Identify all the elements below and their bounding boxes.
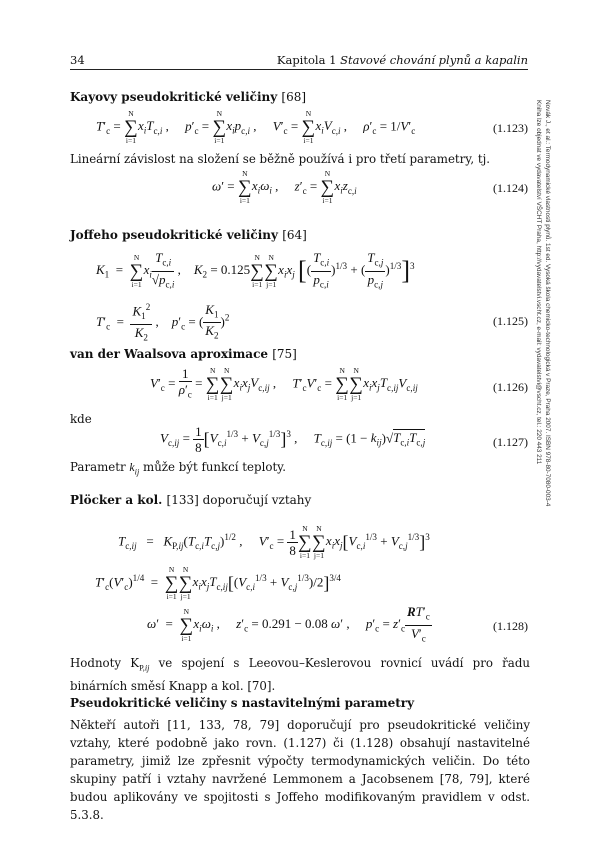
equation-1125-line1: $K_1$ = N ∑ i=1 $x_i$ $\frac{T_{c,i}}{√p_{c,i}}$ , $K_2 = 0.125$ N ∑ i=1 N ∑ j=1 $x_ix_j$ [( $\frac{T_{c,i}}{p_{c,i}}$ )$^{1/3}$ + ( $\frac{T_{c,j}}{p_{c,j}}$ )$^{1/3}$]$^3$ — [96, 250, 415, 290]
equation-1128-line2: $T'_c(V'_c)^{1/4}$ = N ∑ i=1 N ∑ j=1 $x_ix_jT_{c,ij}[(V_{c,i}^{1/3} + V_{c,j}^{1/3})/2]^{3/4}$ — [95, 565, 341, 601]
chapter-title: Stavové chování plynů a kapalin — [340, 53, 528, 67]
kij-note-post: může být funkcí teploty. — [143, 460, 287, 474]
header-rule — [70, 69, 528, 70]
equation-1128-line3: ω′ = N ∑ i=1 $x_i\omega_i$ , $z'_c = 0.291 - 0.08$ ω′ , $p'_c = z'_c$ $\frac{RT'_c}{V'_c}$ — [147, 604, 430, 644]
eq-number-1123: (1.123) — [493, 121, 528, 135]
section-vdw-ref: [75] — [272, 347, 297, 361]
section-plocker-title: Plöcker a kol. — [70, 493, 163, 507]
section-plocker-rest: [133] doporučují vztahy — [166, 493, 312, 507]
eq-number-1124: (1.124) — [493, 181, 528, 195]
section-kay-title: Kayovy pseudokritické veličiny — [70, 90, 278, 104]
section-kay-ref: [68] — [281, 90, 307, 104]
section-plocker — [70, 493, 311, 507]
equation-1125-line2: $T'_c$ = $\frac{K_1^2}{K_2}$ , $p'_c$ = ( $\frac{K_1}{K_2}$ )$^2$ — [96, 301, 230, 343]
equation-1124: ω′ = N ∑ i=1 $x_i\omega_i$ , $z'_c$ = N ∑ i=1 $x_iz_{c,i}$ — [212, 169, 357, 205]
equation-1128-line1: $T_{c,ij} = K_{P,ij}(T_{c,i}T_{c,j})^{1/2}$ , $V'_c$ = $\frac{1}{8}$ N ∑ i=1 N ∑ j=1 $x_ix_j[V_{c,i}^{1/3} + V_{c,j}^{1/3}]^3$ — [118, 524, 430, 560]
page-number: 34 — [70, 53, 85, 67]
eq-number-1128: (1.128) — [493, 619, 528, 633]
section-vdw-title: van der Waalsova aproximace — [70, 347, 269, 361]
chapter-label: Kapitola 1 — [276, 53, 337, 67]
equation-1127: $V_{c,ij}$ = $\frac{1}{8}$ $[V_{c,i}^{1/3} + V_{c,j}^{1/3}]^3$ , $T_{c,ij} = (1 - k_{ij})√T_{c,i}T_{c,j}$ — [160, 424, 426, 455]
section-kay — [70, 90, 306, 104]
final-paragraph: Někteří autoři [11, 133, 78, 79] doporučují pro pseudokritické veličiny vztahy, které podobně jako rovn. (1.127) či (1.128) obsahují nastavitelné parametry, jimiž lze zpřesnit výpočty termodynamických veličin. Do této skupiny patří i vztahy navržené Lemmonem a Jacobsenem [78, 79], které budou aplikovány ve spojitosti s Joffeho modifikovaným pravidlem v odst. 5.3.8. — [70, 718, 530, 822]
running-head — [277, 53, 528, 67]
linear-text: Lineární závislost na složení se běžně používá i pro třetí parametry, tj. — [70, 152, 491, 166]
eq-number-1127: (1.127) — [493, 435, 528, 449]
hodnoty-lead: Hodnoty K — [70, 656, 140, 670]
kij-note: Parametr $k_{ij}$ může být funkcí teploty. — [70, 460, 287, 477]
section-joffe — [70, 228, 307, 242]
section-joffe-ref: [64] — [282, 228, 307, 242]
sidebar-line-1: Novák J., et al.: Termodynamické vlastnosti plynů. 1st ed. Vysoká škola chemicko-technologická v Praze, Praha 2007. ISBN 978-80-7080-003-4 — [544, 100, 551, 507]
sidebar-citation — [534, 100, 552, 800]
hodnoty-paragraph: Hodnoty $K_{P,ij}$ ve spojení s Leeovou–Keslerovou rovnicí uvádí pro řadu binárních směsí Knapp a kol. [70]. — [70, 656, 530, 694]
section-vdw — [70, 347, 297, 361]
sidebar-line-2: Kniha lze objednat ve vydavatelství VŠCHT Praha, http://vydavatelstvi.vscht.cz, e-mail: vydavatelstvi@vscht.cz, tel.: 220 443 211 — [535, 100, 542, 465]
kde-text: kde — [70, 412, 92, 426]
eq-number-1125: (1.125) — [493, 314, 528, 328]
section-joffe-title: Joffeho pseudokritické veličiny — [70, 228, 278, 242]
eq-number-1126: (1.126) — [493, 380, 528, 394]
equation-1123: $T'_c$ = N ∑ i=1 $x_iT_{c,i}$ , $p'_c$ = N ∑ i=1 $x_ip_{c,i}$ , $V'_c$ = N ∑ i=1 $x_iV_{c,i}$ , $\rho'_c = 1/V'_c$ — [96, 109, 416, 145]
kij-note-pre: Parametr — [70, 460, 126, 474]
hodnoty-rest: ve spojení s Leeovou–Keslerovou rovnicí uvádí pro řadu binárních směsí Knapp a kol. [70]. — [70, 656, 530, 694]
equation-1126: $V'_c$ = $\frac{1}{\rho'_c}$ = N ∑ i=1 N ∑ j=1 $x_ix_jV_{c,ij}$ , $T'_cV'_c$ = N ∑ i=1 N ∑ j=1 $x_ix_jT_{c,ij}V_{c,ij}$ — [150, 365, 418, 402]
section-adjustable: Pseudokritické veličiny s nastavitelnými parametry — [70, 696, 415, 710]
